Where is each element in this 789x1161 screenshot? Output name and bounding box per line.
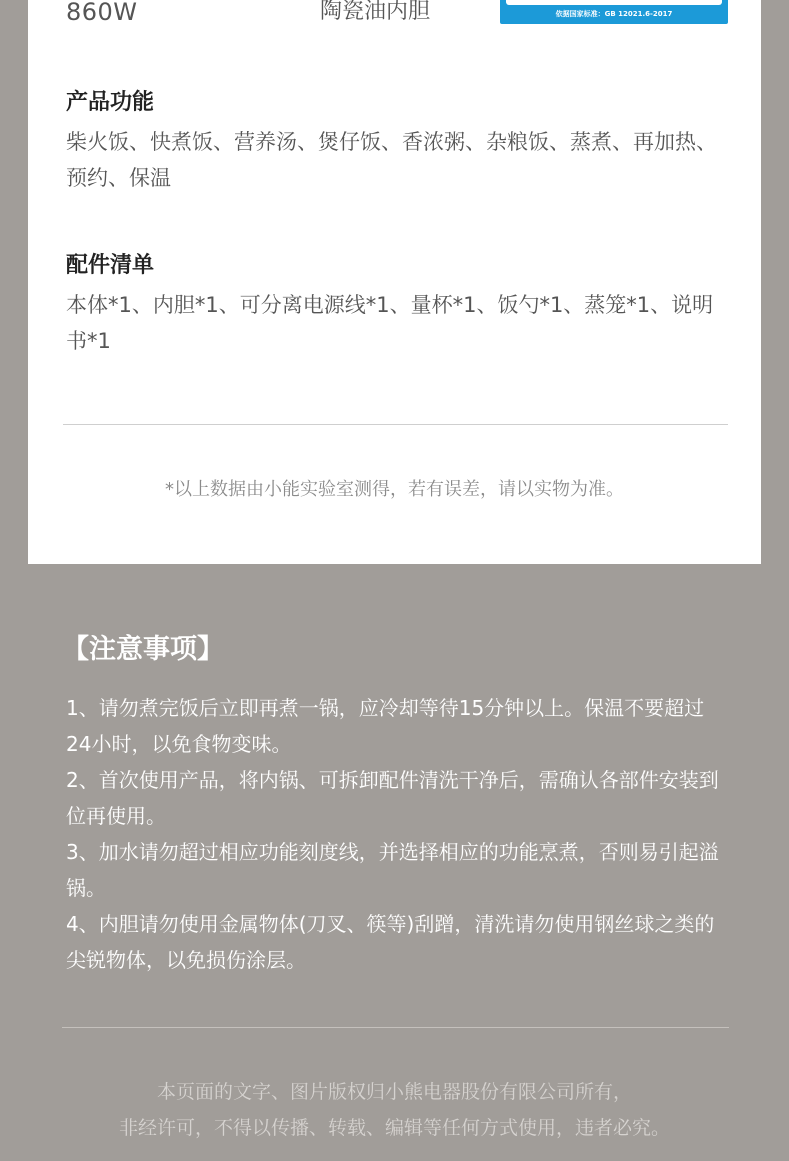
notice-item: 4、内胆请勿使用金属物体(刀叉、筷等)刮蹭，清洗请勿使用钢丝球之类的尖锐物体，以免损伤涂层。 <box>66 912 715 972</box>
notice-item: 3、加水请勿超过相应功能刻度线，并选择相应的功能烹煮，否则易引起溢锅。 <box>66 840 719 900</box>
notice-item: 2、首次使用产品，将内锅、可拆卸配件清洗干净后，需确认各部件安装到位再使用。 <box>66 768 719 828</box>
notice-item: 1、请勿煮完饭后立即再煮一锅，应冷却等待15分钟以上。保温不要超过24小时，以免食物变味。 <box>66 696 705 756</box>
energy-standard-badge <box>500 0 728 24</box>
notice-list <box>66 690 726 978</box>
copyright-notice <box>0 1074 789 1146</box>
spec-power-value: 860W <box>66 0 138 26</box>
functions-title: 产品功能 <box>66 90 155 115</box>
card-divider <box>63 424 728 425</box>
badge-standard-text: 依据国家标准：GB 12021.6-2017 <box>555 10 673 18</box>
accessories-title: 配件清单 <box>66 253 155 278</box>
functions-text: 柴火饭、快煮饭、营养汤、煲仔饭、香浓粥、杂粮饭、蒸煮、再加热、预约、保温 <box>66 130 717 190</box>
accessories-text: 本体*1、内胆*1、可分离电源线*1、量杯*1、饭勺*1、蒸笼*1、说明书*1 <box>66 293 714 353</box>
spec-inner-pot-value: 陶瓷油内胆 <box>320 0 431 24</box>
spec-card <box>28 0 761 564</box>
notice-title: 【注意事项】 <box>62 634 224 665</box>
footer-divider <box>62 1027 729 1028</box>
copyright-line-1: 本页面的文字、图片版权归小熊电器股份有限公司所有， <box>156 1081 632 1103</box>
lab-disclaimer: *以上数据由小能实验室测得，若有误差，请以实物为准。 <box>165 479 624 500</box>
badge-label-strip <box>506 0 722 5</box>
copyright-line-2: 非经许可，不得以传播、转载、编辑等任何方式使用，违者必究。 <box>118 1117 670 1139</box>
